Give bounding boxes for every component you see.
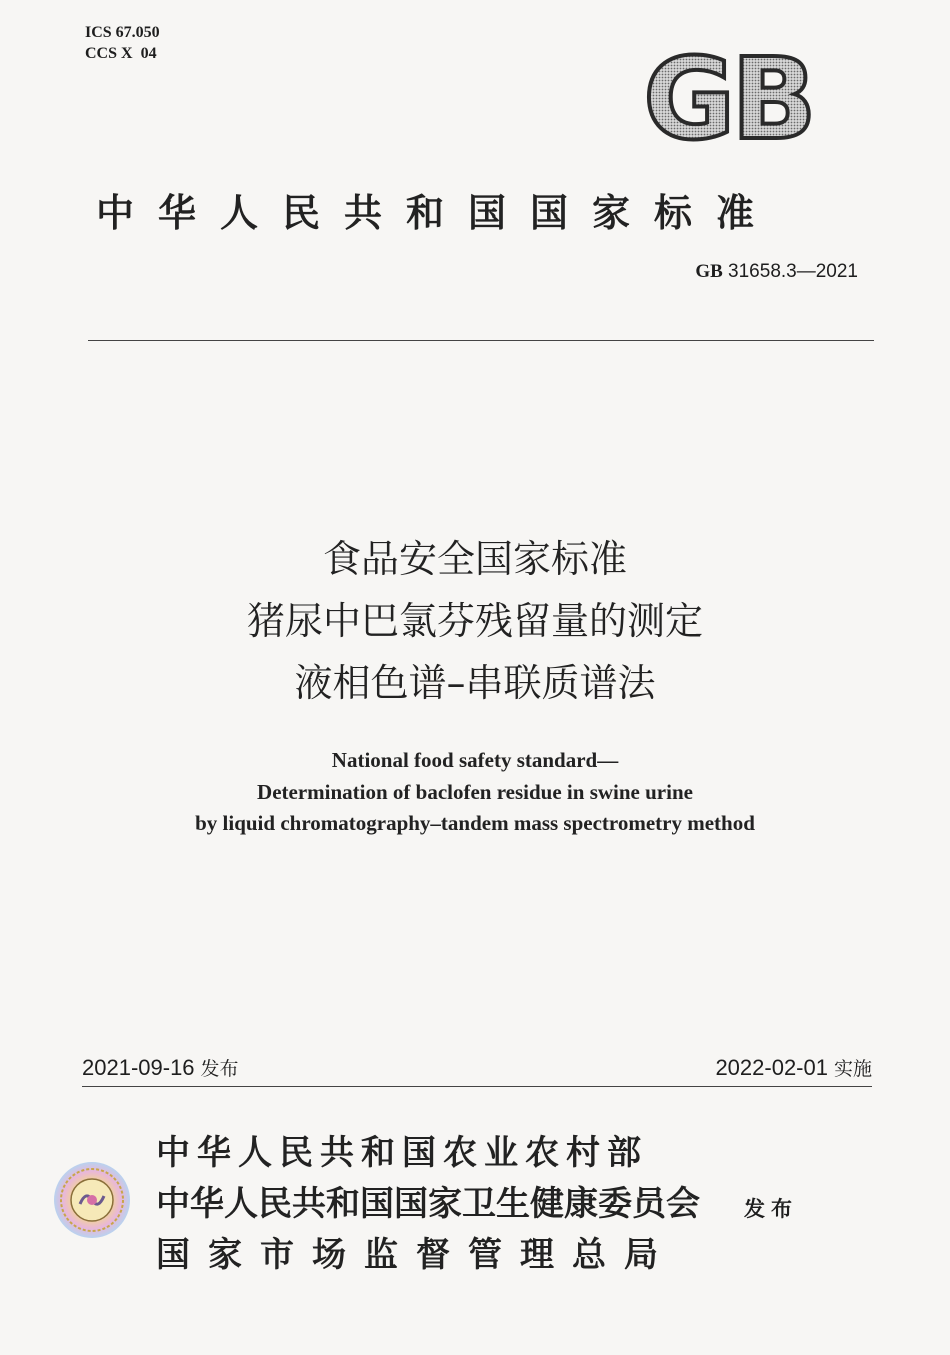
ics-code: ICS 67.050 <box>85 24 160 41</box>
issue-date-label: 发布 <box>200 1058 239 1080</box>
implementation-date-value: 2022-02-01 <box>715 1055 828 1080</box>
english-title-line-1: National food safety standard— <box>331 748 619 772</box>
publish-label: 发布 <box>744 1196 798 1221</box>
standard-type-heading: 中华人民共和国国家标准 <box>96 190 779 235</box>
chinese-title-line-2: 猪尿中巴氯芬残留量的测定 <box>246 599 703 643</box>
issuer-nhc: 中华人民共和国国家卫生健康委员会 <box>156 1184 700 1224</box>
bottom-divider <box>82 1086 872 1087</box>
issue-date <box>82 1054 239 1081</box>
ccs-code: CCS X 04 <box>85 45 157 62</box>
issuer-moa: 中华人民共和国农业农村部 <box>156 1133 648 1173</box>
chinese-title-line-3: 液相色谱–串联质谱法 <box>294 661 656 705</box>
standard-number-prefix: GB <box>695 261 723 282</box>
english-title-line-2: Determination of baclofen residue in swine urine <box>257 779 693 804</box>
standard-number-value: 31658.3—2021 <box>728 261 858 282</box>
english-title <box>0 745 950 840</box>
issue-date-value: 2021-09-16 <box>82 1055 195 1080</box>
standard-number <box>695 261 858 283</box>
gb-logo-letters: GB <box>643 46 813 146</box>
issuer-samr: 国家市场监督管理总局 <box>156 1235 676 1275</box>
implementation-date <box>715 1054 872 1081</box>
english-title-line-3: by liquid chromatography–tandem mass spectrometry method <box>195 811 755 835</box>
hologram-seal-icon <box>52 1160 132 1240</box>
gb-logo-icon <box>628 46 828 146</box>
implementation-date-label: 实施 <box>833 1058 872 1080</box>
chinese-title <box>0 528 950 714</box>
dates-row <box>82 1054 872 1084</box>
issuing-authorities <box>156 1128 700 1281</box>
chinese-title-line-1: 食品安全国家标准 <box>322 537 627 581</box>
classification-codes <box>85 22 160 64</box>
top-divider <box>88 340 874 341</box>
